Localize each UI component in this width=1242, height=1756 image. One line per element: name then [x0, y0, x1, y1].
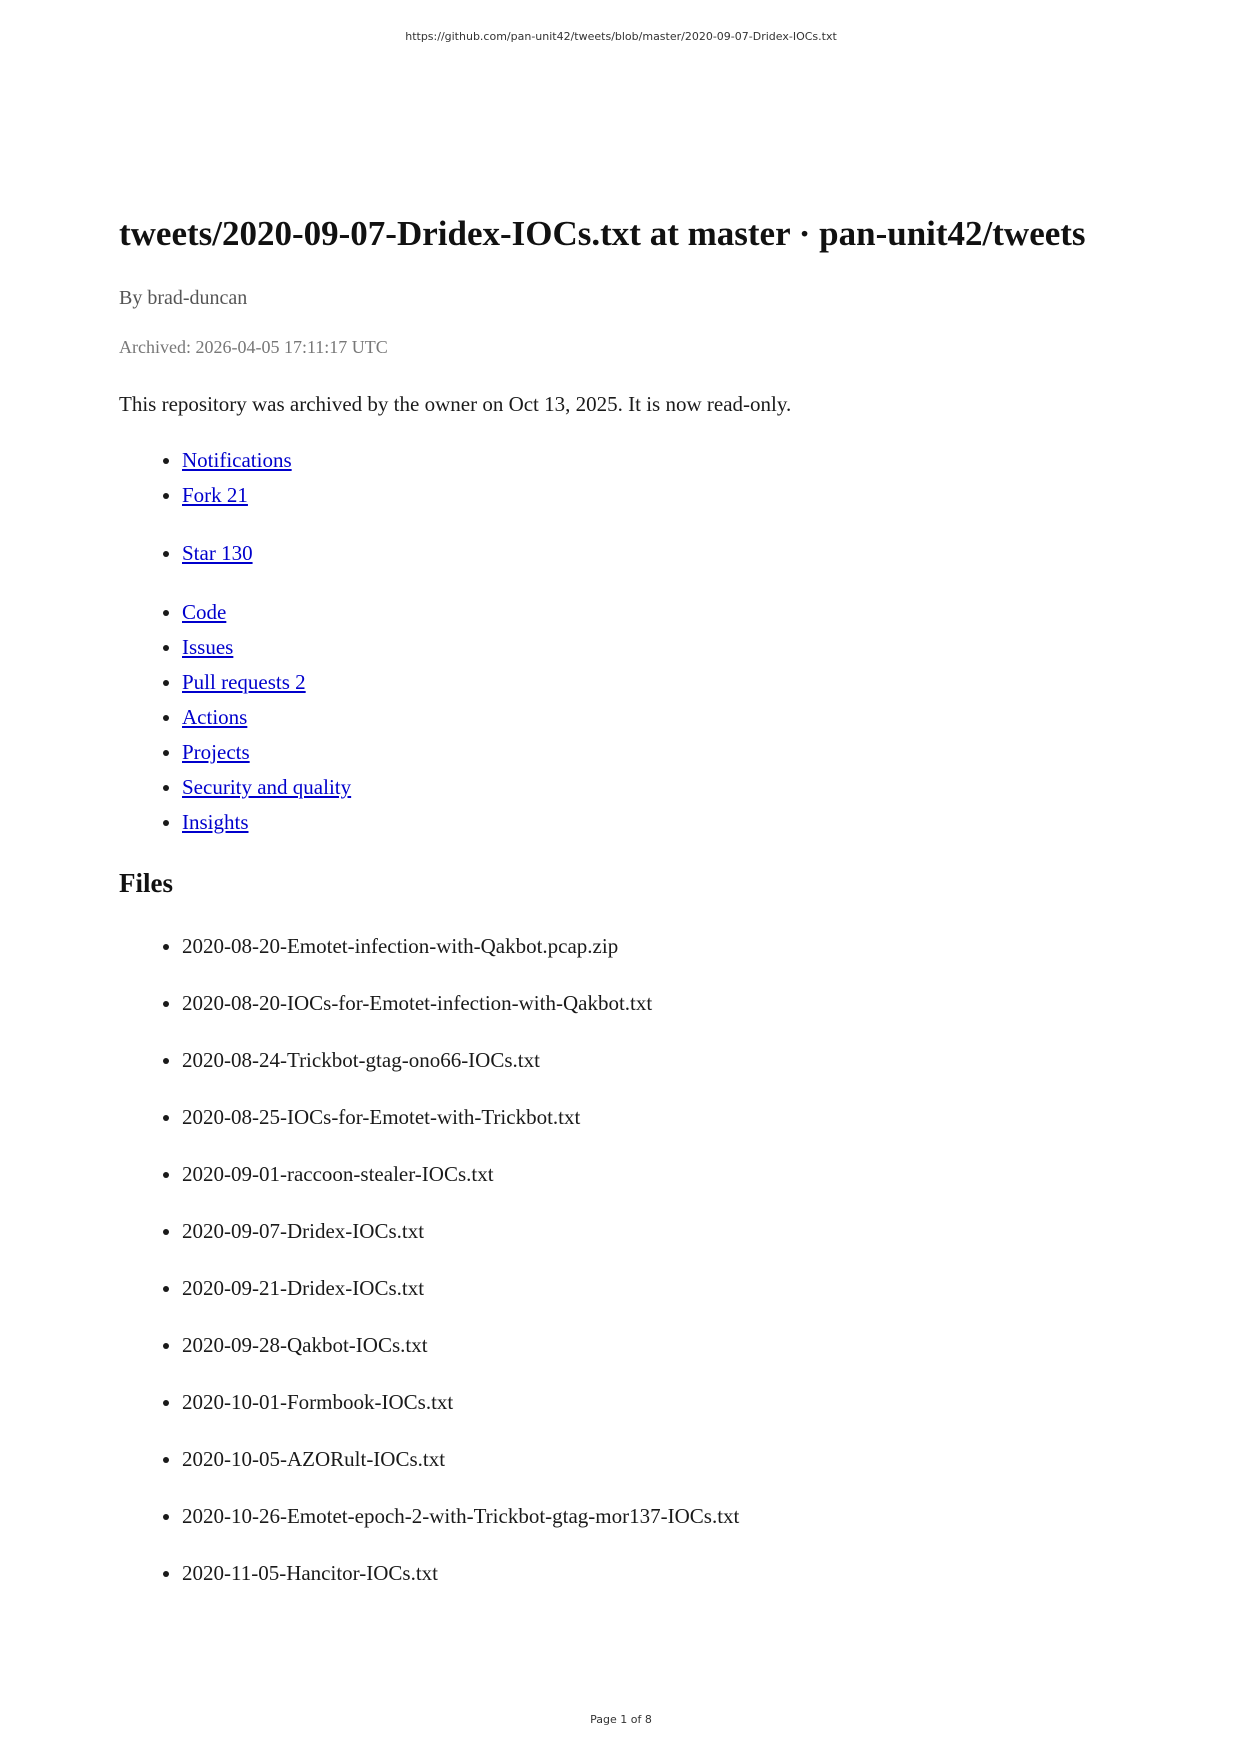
nav-code-link[interactable]: Code	[182, 600, 227, 624]
article-content	[119, 210, 1129, 1585]
file-item: • 2020-08-20-Emotet-infection-with-Qakbot.pcap.zip	[182, 932, 739, 989]
nav-projects-link[interactable]: Projects	[182, 740, 250, 764]
list-item	[182, 770, 351, 805]
fork-link[interactable]: Fork 21	[182, 483, 248, 507]
file-item: • 2020-10-26-Emotet-epoch-2-with-Trickbot-gtag-mor137-IOCs.txt	[182, 1502, 739, 1559]
file-item: • 2020-08-20-IOCs-for-Emotet-infection-with-Qakbot.txt	[182, 989, 739, 1046]
list-item	[182, 805, 351, 840]
nav-actions-link[interactable]: Actions	[182, 705, 248, 729]
nav-pull-requests-link[interactable]: Pull requests 2	[182, 670, 306, 694]
list-item	[182, 735, 351, 770]
file-item: • 2020-08-25-IOCs-for-Emotet-with-Trickbot.txt	[182, 1103, 739, 1160]
file-item: • 2020-10-05-AZORult-IOCs.txt	[182, 1445, 739, 1502]
file-item: • 2020-09-21-Dridex-IOCs.txt	[182, 1274, 739, 1331]
nav-insights-link[interactable]: Insights	[182, 810, 249, 834]
file-item: • 2020-11-05-Hancitor-IOCs.txt	[182, 1559, 739, 1616]
list-item	[182, 630, 351, 665]
list-item	[182, 536, 253, 571]
repo-nav-list	[119, 595, 351, 840]
byline: By brad-duncan	[119, 287, 248, 309]
list-item	[182, 443, 292, 478]
print-header-url: https://github.com/pan-unit42/tweets/blob/master/2020-09-07-Dridex-IOCs.txt	[405, 30, 837, 43]
page-number: Page 1 of 8	[590, 1713, 652, 1726]
list-item	[182, 665, 351, 700]
file-item: • 2020-09-07-Dridex-IOCs.txt	[182, 1217, 739, 1274]
file-item: • 2020-09-28-Qakbot-IOCs.txt	[182, 1331, 739, 1388]
files-heading: Files	[119, 868, 173, 898]
star-list	[119, 536, 253, 571]
notifications-link[interactable]: Notifications	[182, 448, 292, 472]
archive-notice: This repository was archived by the owner on Oct 13, 2025. It is now read-only.	[119, 392, 792, 416]
file-item: • 2020-08-24-Trickbot-gtag-ono66-IOCs.txt	[182, 1046, 739, 1103]
list-item	[182, 700, 351, 735]
archived-timestamp: Archived: 2026-04-05 17:11:17 UTC	[119, 337, 388, 357]
repo-actions-list	[119, 443, 292, 513]
file-item: • 2020-09-01-raccoon-stealer-IOCs.txt	[182, 1160, 739, 1217]
file-item: • 2020-10-01-Formbook-IOCs.txt	[182, 1388, 739, 1445]
nav-security-link[interactable]: Security and quality	[182, 775, 352, 799]
nav-issues-link[interactable]: Issues	[182, 635, 234, 659]
page-title: tweets/2020-09-07-Dridex-IOCs.txt at master · pan-unit42/tweets	[119, 214, 1086, 253]
file-list	[119, 932, 739, 1616]
list-item	[182, 595, 351, 630]
list-item	[182, 478, 292, 513]
star-link[interactable]: Star 130	[182, 541, 253, 565]
